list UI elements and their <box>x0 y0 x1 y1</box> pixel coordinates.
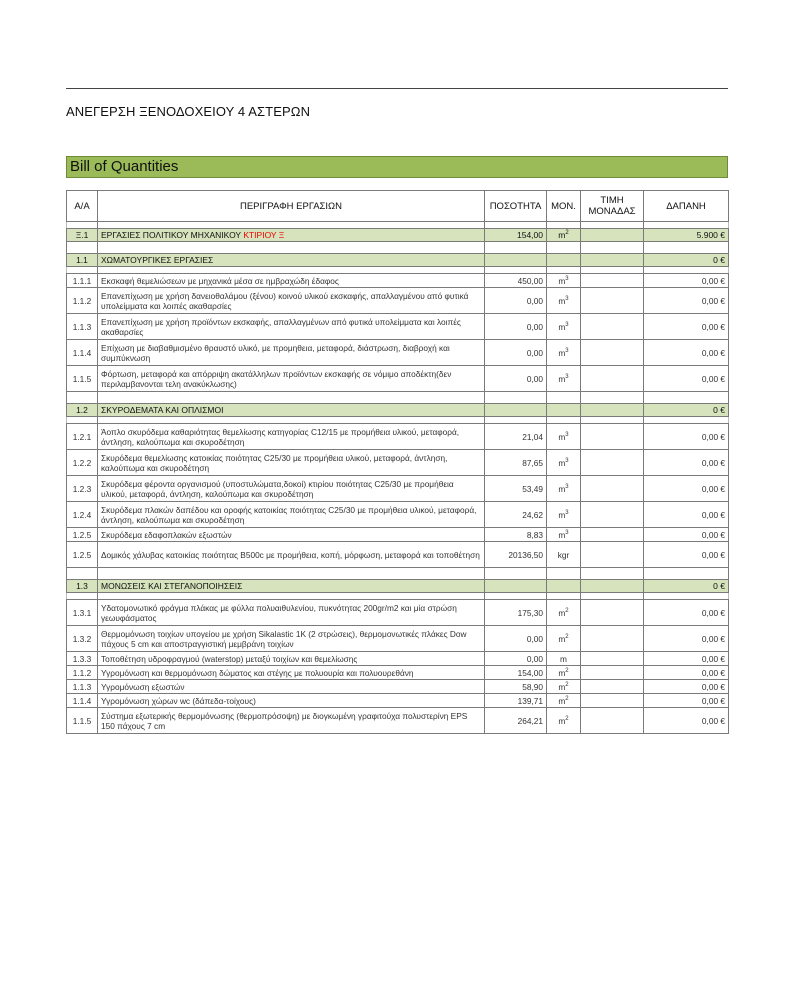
section-cost: 0 € <box>644 580 729 593</box>
spacer-row <box>67 222 729 229</box>
item-description: Επίχωση με διαβαθμισμένο θραυστό υλικό, με προμηθεια, μεταφορά, διάστρωση, διαβροχή και συμπύκνωση <box>98 340 485 366</box>
table-row <box>67 424 729 450</box>
item-unit-price <box>581 340 644 366</box>
item-unit: $m^2$ <box>547 680 581 694</box>
item-aa: 1.3.1 <box>67 600 98 626</box>
item-aa: 1.2.5 <box>67 542 98 568</box>
spacer-row <box>67 417 729 424</box>
item-description: Υγρομόνωση και θερμομόνωση δώματος και στέγης με πολυουρία και πολυουρεθάνη <box>98 666 485 680</box>
item-unit-price <box>581 502 644 528</box>
item-cost: 0,00 € <box>644 288 729 314</box>
item-aa: 1.1.2 <box>67 288 98 314</box>
header-unit-price: ΤΙΜΗ ΜΟΝΑΔΑΣ <box>581 191 644 222</box>
item-unit: $m^2$ <box>547 600 581 626</box>
item-unit: $m^2$ <box>547 694 581 708</box>
item-unit: $m^3$ <box>547 502 581 528</box>
item-quantity: 0,00 <box>485 652 547 666</box>
item-unit: $m^3$ <box>547 366 581 392</box>
item-unit: $m^3$ <box>547 450 581 476</box>
item-description: Σκυρόδεμα εδαφοπλακών εξωστών <box>98 528 485 542</box>
item-description: Σκυρόδεμα πλακών δαπέδου και οροφής κατοικίας ποιότητας C25/30 με προμήθεια υλικού, μεταφορά, άντληση, καλούπωμα και σκυροδέτηση <box>98 502 485 528</box>
item-cost: 0,00 € <box>644 340 729 366</box>
section-title: ΜΟΝΩΣΕΙΣ ΚΑΙ ΣΤΕΓΑΝΟΠΟΙΗΣΕΙΣ <box>98 580 485 593</box>
spacer-row <box>67 267 729 274</box>
table-row <box>67 626 729 652</box>
main-cost: 5.900 € <box>644 229 729 242</box>
table-row <box>67 502 729 528</box>
item-aa: 1.3.2 <box>67 626 98 652</box>
table-row <box>67 340 729 366</box>
item-unit-price <box>581 666 644 680</box>
table-row <box>67 528 729 542</box>
item-quantity: 0,00 <box>485 626 547 652</box>
item-unit-price <box>581 314 644 340</box>
item-cost: 0,00 € <box>644 600 729 626</box>
item-aa: 1.1.4 <box>67 340 98 366</box>
item-unit: m <box>547 652 581 666</box>
item-aa: 1.2.3 <box>67 476 98 502</box>
item-unit: $m^3$ <box>547 340 581 366</box>
header-quantity: ΠΟΣΟΤΗΤΑ <box>485 191 547 222</box>
item-cost: 0,00 € <box>644 502 729 528</box>
item-aa: 1.3.3 <box>67 652 98 666</box>
section-aa: 1.3 <box>67 580 98 593</box>
item-aa: 1.1.3 <box>67 314 98 340</box>
item-cost: 0,00 € <box>644 652 729 666</box>
item-unit: $m^3$ <box>547 476 581 502</box>
table-row <box>67 680 729 694</box>
item-unit: $m^3$ <box>547 528 581 542</box>
main-quantity: 154,00 <box>485 229 547 242</box>
section-title: ΣΚΥΡΟΔΕΜΑΤΑ ΚΑΙ ΟΠΛΙΣΜΟΙ <box>98 404 485 417</box>
item-description: Εκσκαφή θεμελιώσεων με μηχανικά μέσα σε ημβραχώδη έδαφος <box>98 274 485 288</box>
bill-of-quantities-table <box>66 190 729 734</box>
blank-row <box>67 242 729 254</box>
item-quantity: 53,49 <box>485 476 547 502</box>
section-row <box>67 580 729 593</box>
item-cost: 0,00 € <box>644 476 729 502</box>
main-description: ΕΡΓΑΣΙΕΣ ΠΟΛΙΤΙΚΟΥ ΜΗΧΑΝΙΚΟΥ ΚΤΙΡΙΟΥ Ξ <box>98 229 485 242</box>
item-cost: 0,00 € <box>644 274 729 288</box>
main-aa: Ξ.1 <box>67 229 98 242</box>
table-row <box>67 652 729 666</box>
header-aa: Α/Α <box>67 191 98 222</box>
item-unit: $m^2$ <box>547 708 581 734</box>
spacer-row <box>67 593 729 600</box>
item-quantity: 154,00 <box>485 666 547 680</box>
table-row <box>67 542 729 568</box>
item-description: Σύστημα εξωτερικής θερμομόνωσης (θερμοπρόσοψη) με διογκωμένη γραφιτούχα πολυστερίνη EPS 150 πάχους 7 cm <box>98 708 485 734</box>
table-row <box>67 476 729 502</box>
item-unit-price <box>581 450 644 476</box>
item-unit-price <box>581 288 644 314</box>
table-row <box>67 708 729 734</box>
item-unit: $m^3$ <box>547 274 581 288</box>
item-quantity: 139,71 <box>485 694 547 708</box>
item-cost: 0,00 € <box>644 450 729 476</box>
item-quantity: 264,21 <box>485 708 547 734</box>
item-quantity: 87,65 <box>485 450 547 476</box>
item-quantity: 24,62 <box>485 502 547 528</box>
item-description: Υγρομόνωση εξωστών <box>98 680 485 694</box>
item-description: Υδατομονωτικό φράγμα πλάκας με φύλλα πολυαιθυλενίου, πυκνότητας 200gr/m2 και μία στρώση γεωυφάσματος <box>98 600 485 626</box>
item-quantity: 450,00 <box>485 274 547 288</box>
item-quantity: 21,04 <box>485 424 547 450</box>
item-aa: 1.1.5 <box>67 708 98 734</box>
item-quantity: 0,00 <box>485 288 547 314</box>
table-row <box>67 666 729 680</box>
blank-row <box>67 568 729 580</box>
item-unit: $m^3$ <box>547 424 581 450</box>
item-description: Άοπλο σκυρόδεμα καθαριότητας θεμελίωσης κατηγορίας C12/15 με προμήθεια υλικού, μεταφορά, άντληση, καλούπωμα και σκυροδέτηση <box>98 424 485 450</box>
section-row <box>67 254 729 267</box>
item-aa: 1.2.2 <box>67 450 98 476</box>
item-cost: 0,00 € <box>644 666 729 680</box>
item-aa: 1.2.4 <box>67 502 98 528</box>
blank-row <box>67 392 729 404</box>
item-unit: $m^2$ <box>547 626 581 652</box>
item-unit-price <box>581 476 644 502</box>
item-unit: $m^3$ <box>547 314 581 340</box>
item-description: Θερμομόνωση τοιχίων υπογείου με χρήση Sikalastic 1K (2 στρώσεις), θερμομονωτικές πλάκες Dow πάχους 5 cm και αποστραγγιστική μεμβράνη τοιχίων <box>98 626 485 652</box>
header-unit: ΜΟΝ. <box>547 191 581 222</box>
table-header-row <box>67 191 729 222</box>
item-description: Επανεπίχωση με χρήση δανειοθαλάμου (ξένου) κοινού υλικού εκσκαφής, απαλλαγμένου από φυτικά υπολείμματα και λοιπές ακαθαρσίες <box>98 288 485 314</box>
item-cost: 0,00 € <box>644 528 729 542</box>
table-row <box>67 694 729 708</box>
item-quantity: 58,90 <box>485 680 547 694</box>
item-cost: 0,00 € <box>644 680 729 694</box>
item-quantity: 0,00 <box>485 340 547 366</box>
top-rule <box>66 88 728 89</box>
item-cost: 0,00 € <box>644 366 729 392</box>
item-unit-price <box>581 626 644 652</box>
item-quantity: 0,00 <box>485 314 547 340</box>
item-unit-price <box>581 652 644 666</box>
item-unit-price <box>581 528 644 542</box>
item-description: Δομικός χάλυβας κατοικίας ποιότητας B500c με προμήθεια, κοπή, μόρφωση, μεταφορά και τοποθέτηση <box>98 542 485 568</box>
main-description-highlight: ΚΤΙΡΙΟΥ Ξ <box>243 230 285 240</box>
header-cost: ΔΑΠΑΝΗ <box>644 191 729 222</box>
table-row <box>67 450 729 476</box>
item-description: Επανεπίχωση με χρήση προϊόντων εκσκαφής, απαλλαγμένων από φυτικά υπολείμματα και λοιπές ακαθαρσίες <box>98 314 485 340</box>
item-cost: 0,00 € <box>644 626 729 652</box>
item-unit-price <box>581 708 644 734</box>
document-title: ΑΝΕΓΕΡΣΗ ΞΕΝΟΔΟΧΕΙΟΥ 4 ΑΣΤΕΡΩΝ <box>66 104 311 119</box>
table-row <box>67 366 729 392</box>
bill-of-quantities-header: Bill of Quantities <box>66 156 728 178</box>
item-aa: 1.1.4 <box>67 694 98 708</box>
table-row <box>67 274 729 288</box>
item-cost: 0,00 € <box>644 542 729 568</box>
item-description: Σκυρόδεμα φέροντα οργανισμού (υποστυλώματα,δοκοί) κτιρίου ποιότητας C25/30 με προμήθεια υλικού, μεταφορά, άντληση, καλούπωμα και σκυροδέτηση <box>98 476 485 502</box>
item-aa: 1.1.2 <box>67 666 98 680</box>
item-description: Υγρομόνωση χώρων wc (δάπεδα-τοίχους) <box>98 694 485 708</box>
item-unit: kgr <box>547 542 581 568</box>
item-unit: $m^3$ <box>547 288 581 314</box>
item-cost: 0,00 € <box>644 424 729 450</box>
section-aa: 1.1 <box>67 254 98 267</box>
item-cost: 0,00 € <box>644 694 729 708</box>
item-quantity: 175,30 <box>485 600 547 626</box>
item-unit: $m^2$ <box>547 666 581 680</box>
table-row <box>67 314 729 340</box>
section-row <box>67 404 729 417</box>
item-unit-price <box>581 424 644 450</box>
main-unit-price <box>581 229 644 242</box>
item-unit-price <box>581 694 644 708</box>
item-unit-price <box>581 366 644 392</box>
item-description: Σκυρόδεμα θεμελίωσης κατοικίας ποιότητας C25/30 με προμήθεια υλικού, μεταφορά, άντληση, καλούπωμα και σκυροδέτηση <box>98 450 485 476</box>
item-unit-price <box>581 542 644 568</box>
table-row <box>67 288 729 314</box>
section-cost: 0 € <box>644 404 729 417</box>
item-aa: 1.1.1 <box>67 274 98 288</box>
item-quantity: 8,83 <box>485 528 547 542</box>
main-work-row <box>67 229 729 242</box>
item-unit-price <box>581 274 644 288</box>
item-quantity: 0,00 <box>485 366 547 392</box>
table-row <box>67 600 729 626</box>
item-unit-price <box>581 680 644 694</box>
section-title: ΧΩΜΑΤΟΥΡΓΙΚΕΣ ΕΡΓΑΣΙΕΣ <box>98 254 485 267</box>
item-aa: 1.1.3 <box>67 680 98 694</box>
header-description: ΠΕΡΙΓΡΑΦΗ ΕΡΓΑΣΙΩΝ <box>98 191 485 222</box>
item-description: Τοποθέτηση υδροφραγμού (waterstop) μεταξύ τοιχίων και θεμελίωσης <box>98 652 485 666</box>
main-unit: $m^2$ <box>547 229 581 242</box>
item-quantity: 20136,50 <box>485 542 547 568</box>
item-cost: 0,00 € <box>644 314 729 340</box>
item-aa: 1.2.5 <box>67 528 98 542</box>
section-cost: 0 € <box>644 254 729 267</box>
item-aa: 1.1.5 <box>67 366 98 392</box>
section-aa: 1.2 <box>67 404 98 417</box>
item-unit-price <box>581 600 644 626</box>
item-aa: 1.2.1 <box>67 424 98 450</box>
item-description: Φόρτωση, μεταφορά και απόρριψη ακατάλληλων προϊόντων εκσκαφής σε νόμιμο αποδέκτη(δεν περιλαμβανονται τελη ανακύκλωσης) <box>98 366 485 392</box>
item-cost: 0,00 € <box>644 708 729 734</box>
